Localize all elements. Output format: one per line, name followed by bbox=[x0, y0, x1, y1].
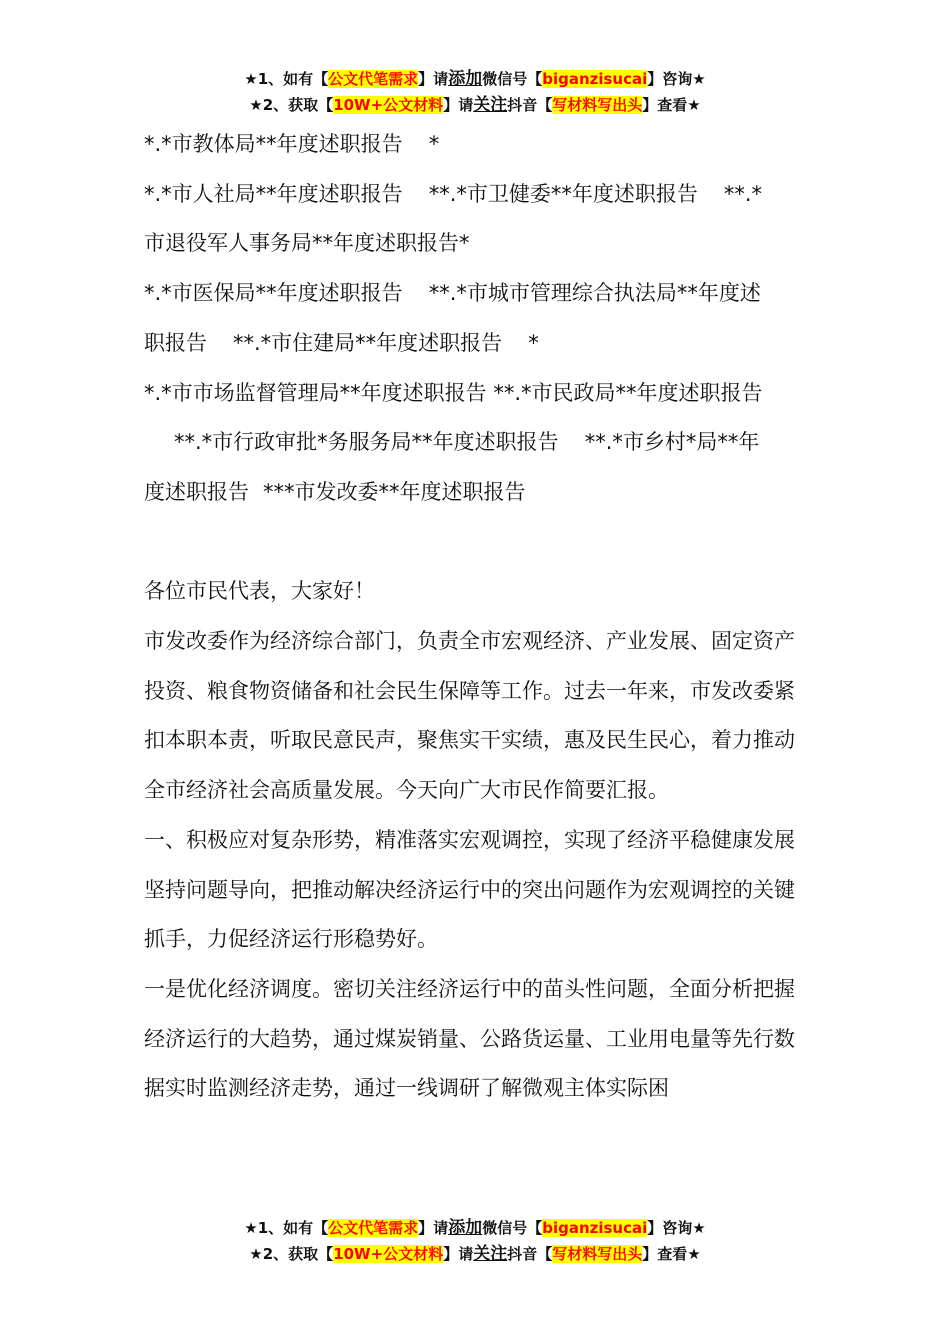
toc-entry: *.*市人社局**年度述职报告 bbox=[144, 181, 403, 206]
promo-line-1 bbox=[0, 66, 950, 92]
toc-line bbox=[144, 170, 812, 220]
promo-text: 抖音【 bbox=[507, 96, 553, 114]
promo-text: ★2、获取【 bbox=[249, 1245, 334, 1263]
toc-entry: **.* bbox=[723, 181, 763, 206]
document-body bbox=[144, 120, 812, 1114]
intro-paragraph: 市发改委作为经济综合部门，负责全市宏观经济、产业发展、固定资产投资、粮食物资储备和社会民生保障等工作。过去一年来，市发改委紧扣本职本责，听取民意民声，聚焦实干实绩，惠及民生民心，着力推动全市经济社会高质量发展。今天向广大市民作简要汇报。 bbox=[144, 629, 795, 803]
promo-banner-top bbox=[0, 66, 950, 118]
promo-line-2 bbox=[0, 92, 950, 118]
promo-text: 微信号【 bbox=[482, 70, 543, 88]
promo-text: 】查看★ bbox=[642, 96, 701, 114]
promo-text: 】咨询★ bbox=[647, 1219, 706, 1237]
toc-entry: **.*市住建局**年度述职报告 bbox=[233, 330, 503, 355]
toc-line bbox=[144, 319, 812, 369]
toc-entry: 市退役军人事务局**年度述职报告* bbox=[144, 231, 470, 256]
highlight-text: 公文代笔需求 bbox=[328, 70, 419, 88]
promo-line-1 bbox=[0, 1215, 950, 1241]
emphasis-text: 关注 bbox=[473, 1244, 508, 1264]
emphasis-text: 添加 bbox=[448, 1218, 483, 1238]
toc-entry: *.*市医保局**年度述职报告 bbox=[144, 281, 403, 306]
promo-text: 】请 bbox=[443, 96, 474, 114]
highlight-text: 10W+公文材料 bbox=[333, 96, 444, 114]
toc-entry: **.*市卫健委**年度述职报告 bbox=[428, 181, 698, 206]
promo-text: ★1、如有【 bbox=[244, 70, 329, 88]
toc-entry: * bbox=[428, 132, 440, 156]
wechat-id: biganzisucai bbox=[542, 70, 648, 88]
promo-text: 】请 bbox=[418, 1219, 449, 1237]
promo-text: 】请 bbox=[418, 70, 449, 88]
toc-entry: *.*市市场监督管理局**年度述职报告 **.*市民政局**年度述职报告 bbox=[144, 380, 763, 405]
promo-text: ★2、获取【 bbox=[249, 96, 334, 114]
toc-line bbox=[144, 468, 812, 518]
toc-line bbox=[144, 418, 812, 468]
highlight-text: 公文代笔需求 bbox=[328, 1219, 419, 1237]
promo-line-2 bbox=[0, 1241, 950, 1267]
body-paragraph: 一是优化经济调度。密切关注经济运行中的苗头性问题，全面分析把握经济运行的大趋势，通过煤炭销量、公路货运量、工业用电量等先行数据实时监测经济走势，通过一线调研了解微观主体实际困 bbox=[144, 976, 795, 1101]
toc-line bbox=[144, 219, 812, 269]
promo-text: ★1、如有【 bbox=[244, 1219, 329, 1237]
greeting: 各位市民代表，大家好！ bbox=[144, 579, 375, 604]
promo-text: 抖音【 bbox=[507, 1245, 553, 1263]
toc-entry: 度述职报告 bbox=[144, 479, 249, 504]
toc-entry: **.*市行政审批*务服务局**年度述职报告 bbox=[174, 430, 559, 455]
promo-text: 】请 bbox=[443, 1245, 474, 1263]
toc-line bbox=[144, 269, 812, 319]
toc-entry: **.*市城市管理综合执法局**年度述 bbox=[428, 281, 761, 306]
toc-entry: **.*市乡村*局**年 bbox=[584, 430, 760, 455]
douyin-id: 写材料写出头 bbox=[552, 1245, 643, 1263]
promo-text: 】咨询★ bbox=[647, 70, 706, 88]
wechat-id: biganzisucai bbox=[542, 1219, 648, 1237]
section-heading: 一、积极应对复杂形势，精准落实宏观调控，实现了经济平稳健康发展 bbox=[144, 827, 795, 852]
promo-banner-bottom bbox=[0, 1215, 950, 1267]
douyin-id: 写材料写出头 bbox=[552, 96, 643, 114]
body-paragraph: 坚持问题导向，把推动解决经济运行中的突出问题作为宏观调控的关键抓手，力促经济运行形稳势好。 bbox=[144, 877, 795, 952]
toc-line bbox=[144, 120, 812, 170]
toc-entry: *.*市教体局**年度述职报告 bbox=[144, 132, 403, 156]
toc-line bbox=[144, 369, 812, 419]
promo-text: 】查看★ bbox=[642, 1245, 701, 1263]
promo-text: 微信号【 bbox=[482, 1219, 543, 1237]
highlight-text: 10W+公文材料 bbox=[333, 1245, 444, 1263]
toc-entry: * bbox=[528, 330, 539, 355]
emphasis-text: 关注 bbox=[473, 95, 508, 115]
toc-entry: ***市发改委**年度述职报告 bbox=[263, 479, 526, 504]
toc-entry: 职报告 bbox=[144, 330, 207, 355]
emphasis-text: 添加 bbox=[448, 69, 483, 89]
